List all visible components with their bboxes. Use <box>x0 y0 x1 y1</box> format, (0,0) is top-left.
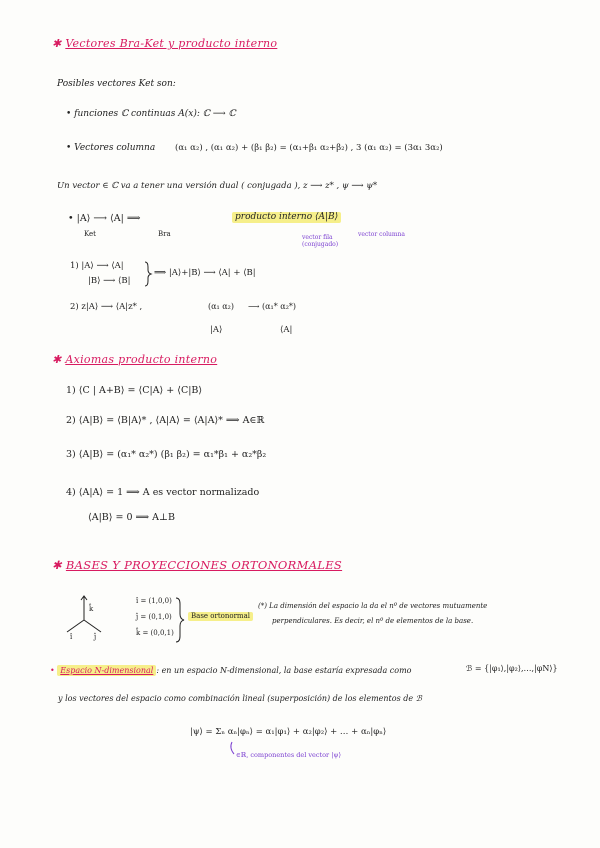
braket-intro: Posibles vectores Ket son: <box>57 79 176 89</box>
psi-expansion-formula: |ψ⟩ = Σₙ αₙ|φₙ⟩ = α₁|φ₁⟩ + α₂|φ₂⟩ + … + αₙ|φₙ⟩ <box>190 727 387 737</box>
dimension-note-2: perpendiculares. Es decir, el nº de elementos de la base. <box>272 617 474 625</box>
axiom-1: 1) ⟨C | A+B⟩ = ⟨C|A⟩ + ⟨C|B⟩ <box>66 385 203 396</box>
rule2-column: (α₁ α₂) <box>208 302 235 311</box>
rule2-scalar: 2) z|A⟩ ⟶ ⟨A|z* , <box>70 302 143 312</box>
section-title-braket: ✱ Vectores Bra-Ket y producto interno <box>52 37 278 50</box>
coefficient-note: ∈ℝ, componentes del vector |ψ⟩ <box>236 751 342 759</box>
ket-label: Ket <box>84 230 96 238</box>
rule1-ket-a: 1) |A⟩ ⟶ ⟨A| <box>70 261 124 271</box>
ndim-line-1: • Espacio N-dimensional : en un espacio N-dimensional, la base estaría expresada como <box>50 666 412 675</box>
axiom-3: 3) ⟨A|B⟩ = (α₁* α₂*) (β₁ β₂) = α₁*β₁ + α₂*β₂ <box>66 449 267 460</box>
dual-version-line: Un vector ∈ ℂ va a tener una versión dual ( conjugada ), z ⟶ z* , ψ ⟶ ψ* <box>57 181 378 191</box>
axis-i-label: î <box>70 633 73 641</box>
inner-product-highlight: producto interno ⟨A|B⟩ <box>232 212 341 223</box>
basis-vector-j: ĵ = (0,1,0) <box>136 613 172 621</box>
ket-bra-map: • |A⟩ ⟶ ⟨A| ⟹ <box>68 213 141 224</box>
note-column-vector: vector columna <box>358 231 405 238</box>
dimension-note-1: (*) La dimensión del espacio la da el nº de vectores mutuamente <box>258 602 488 610</box>
note-row-vector: vector fila (conjugado) <box>302 234 339 249</box>
orthonormal-base-label: Base ortonormal <box>188 612 253 621</box>
rule2-ket-label: |A⟩ <box>210 325 223 335</box>
rule2-bra-label: ⟨A| <box>280 325 293 335</box>
axiom-4b: ⟨A|B⟩ = 0 ⟹ A⊥B <box>88 512 175 523</box>
basis-vector-i: î = (1,0,0) <box>136 597 172 605</box>
basis-vector-k: k̂ = (0,0,1) <box>136 629 174 637</box>
column-vector-math: (α₁ α₂) , (α₁ α₂) + (β₁ β₂) = (α₁+β₁ α₂+β₂) , 3 (α₁ α₂) = (3α₁ 3α₂) <box>175 143 443 153</box>
axiom-4: 4) ⟨A|A⟩ = 1 ⟹ A es vector normalizado <box>66 487 260 498</box>
ndim-line-2: y los vectores del espacio como combinación lineal (superposición) de los elementos de ℬ <box>58 694 422 703</box>
ket-item-columns: • Vectores columna <box>66 143 156 153</box>
section-title-axioms: ✱ Axiomas producto interno <box>52 353 218 366</box>
rule1-result: ⟹ |A⟩+|B⟩ ⟶ ⟨A| + ⟨B| <box>154 268 256 278</box>
ket-item-functions: • funciones ℂ continuas A(x): ℂ ⟶ ℂ <box>66 109 236 119</box>
rule1-ket-b: |B⟩ ⟶ ⟨B| <box>88 276 131 286</box>
axiom-2: 2) ⟨A|B⟩ = ⟨B|A⟩* , ⟨A|A⟩ = ⟨A|A⟩* ⟹ A∈ℝ <box>66 415 265 426</box>
rule2-row: ⟶ (α₁* α₂*) <box>248 302 297 311</box>
axis-j-label: ĵ <box>94 633 97 641</box>
axis-k-label: k̂ <box>89 605 94 613</box>
section-title-bases: ✱ BASES Y PROYECCIONES ORTONORMALES <box>52 558 343 572</box>
bra-label: Bra <box>158 230 171 238</box>
ndim-basis-set: ℬ = {|φ₁⟩,|φ₂⟩,…,|φN⟩} <box>466 664 558 673</box>
